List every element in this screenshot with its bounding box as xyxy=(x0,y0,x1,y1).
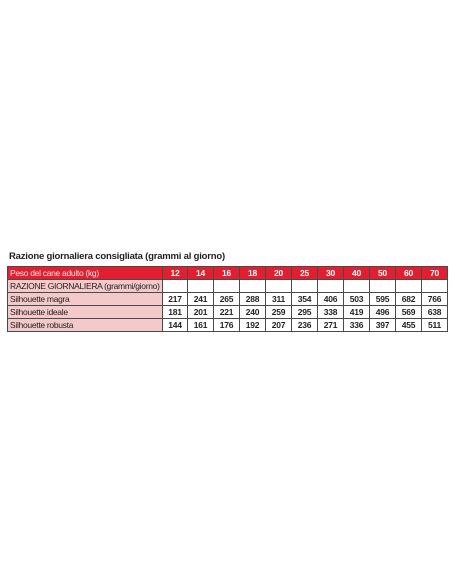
ration-cell: 406 xyxy=(318,293,344,306)
ration-cell: 192 xyxy=(240,319,266,332)
table-title: Razione giornaliera consigliata (grammi al giorno) xyxy=(9,251,225,262)
ration-cell: 419 xyxy=(344,306,370,319)
empty-cell xyxy=(266,280,292,293)
ration-cell: 217 xyxy=(163,293,188,306)
empty-cell xyxy=(163,280,188,293)
ration-cell: 240 xyxy=(240,306,266,319)
weight-cell: 50 xyxy=(370,267,396,280)
ration-cell: 336 xyxy=(344,319,370,332)
ration-cell: 766 xyxy=(422,293,448,306)
ration-cell: 569 xyxy=(396,306,422,319)
ration-cell: 503 xyxy=(344,293,370,306)
ration-cell: 259 xyxy=(266,306,292,319)
empty-cell xyxy=(214,280,240,293)
ration-cell: 288 xyxy=(240,293,266,306)
weight-cell: 70 xyxy=(422,267,448,280)
ration-cell: 201 xyxy=(188,306,214,319)
ration-cell: 496 xyxy=(370,306,396,319)
empty-cell xyxy=(240,280,266,293)
ration-cell: 311 xyxy=(266,293,292,306)
table-row xyxy=(8,293,448,306)
weight-cell: 18 xyxy=(240,267,266,280)
row-label: Silhouette robusta xyxy=(8,319,163,332)
ration-cell: 682 xyxy=(396,293,422,306)
ration-cell: 176 xyxy=(214,319,240,332)
weight-header-row xyxy=(8,267,448,280)
empty-cell xyxy=(422,280,448,293)
ration-cell: 236 xyxy=(292,319,318,332)
ration-cell: 397 xyxy=(370,319,396,332)
ration-cell: 207 xyxy=(266,319,292,332)
weight-cell: 60 xyxy=(396,267,422,280)
weight-cell: 40 xyxy=(344,267,370,280)
empty-cell xyxy=(396,280,422,293)
ration-cell: 161 xyxy=(188,319,214,332)
ration-cell: 455 xyxy=(396,319,422,332)
ration-subheader-row xyxy=(8,280,448,293)
weight-header-label: Peso del cane adulto (kg) xyxy=(8,267,163,280)
daily-ration-table xyxy=(7,266,448,332)
ration-cell: 144 xyxy=(163,319,188,332)
table-row xyxy=(8,319,448,332)
empty-cell xyxy=(344,280,370,293)
empty-cell xyxy=(370,280,396,293)
weight-cell: 25 xyxy=(292,267,318,280)
ration-cell: 265 xyxy=(214,293,240,306)
ration-cell: 511 xyxy=(422,319,448,332)
table-row xyxy=(8,306,448,319)
ration-cell: 338 xyxy=(318,306,344,319)
ration-subheader-label: RAZIONE GIORNALIERA (grammi/giorno) xyxy=(8,280,163,293)
ration-cell: 271 xyxy=(318,319,344,332)
ration-cell: 221 xyxy=(214,306,240,319)
row-label: Silhouette magra xyxy=(8,293,163,306)
empty-cell xyxy=(292,280,318,293)
row-label: Silhouette ideale xyxy=(8,306,163,319)
ration-cell: 295 xyxy=(292,306,318,319)
ration-cell: 638 xyxy=(422,306,448,319)
weight-cell: 20 xyxy=(266,267,292,280)
empty-cell xyxy=(318,280,344,293)
weight-cell: 16 xyxy=(214,267,240,280)
ration-cell: 595 xyxy=(370,293,396,306)
weight-cell: 30 xyxy=(318,267,344,280)
ration-cell: 181 xyxy=(163,306,188,319)
ration-cell: 354 xyxy=(292,293,318,306)
ration-cell: 241 xyxy=(188,293,214,306)
weight-cell: 14 xyxy=(188,267,214,280)
empty-cell xyxy=(188,280,214,293)
weight-cell: 12 xyxy=(163,267,188,280)
